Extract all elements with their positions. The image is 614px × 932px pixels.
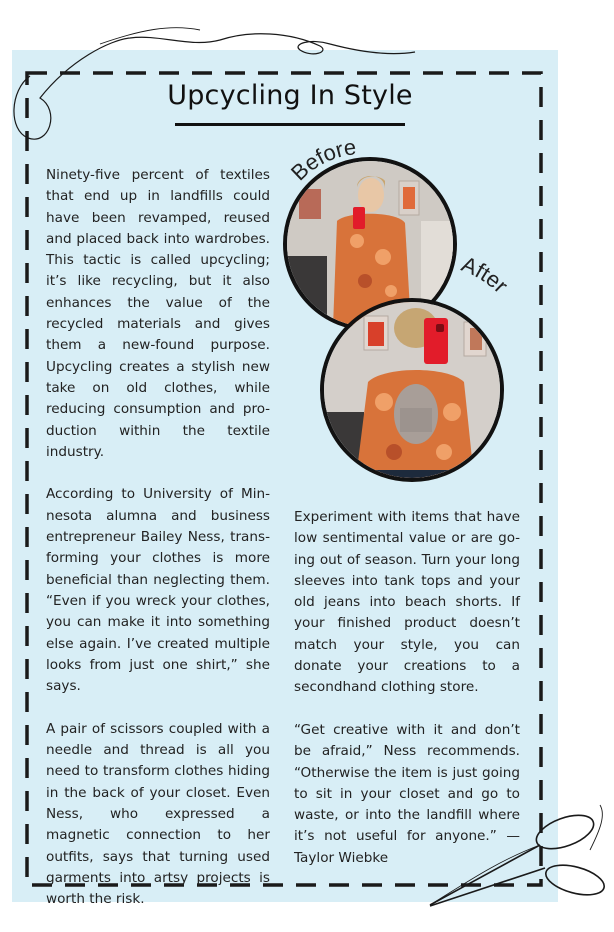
title-underline <box>175 123 405 126</box>
before-label: Before <box>285 134 358 186</box>
after-label: After <box>458 251 514 298</box>
paragraph: Experiment with items that have low sentimental value or are going out of season. Turn your long sleeves into tank tops and your old jeans into beach shorts. If your finished product doesn’t match your style, you can donate your creations to a secondhand clothing store. <box>294 509 520 696</box>
after-photo <box>320 298 504 482</box>
left-column <box>46 165 270 932</box>
article-title: Upcycling In Style <box>167 80 413 111</box>
paragraph: According to University of Minnesota alumna and business entrepreneur Bailey Ness, transforming your clothes is more beneficial than neglecting them. “Even if you wreck your clothes, you can make it into something else again. I’ve created multiple looks from just one shirt,” she says. <box>46 486 270 695</box>
paragraph: A pair of scissors coupled with a needle and thread is all you need to transform clothes hiding in the back of your closet. Even Ness, who expressed a magnetic connection to her outfits, says that turning used garments into artsy projects is worth the risk. <box>46 720 270 908</box>
mirror-selfie-image <box>324 302 500 478</box>
paragraph: Ninety-five percent of textiles that end up in landfills could have been revamped, reused and placed back into wardrobes. This tactic is called upcycling; it’s like recycling, but it also enhances the value of the recycled materials and gives them a new-found purpose. Upcycling creates a stylish new take on old clothes, while reducing consumption and production within the textile industry. <box>46 167 270 460</box>
right-column <box>294 507 520 890</box>
paragraph: “Get creative with it and don’t be afraid,” Ness recommends. “Otherwise the item is just going to sit in your closet and go to waste, or into the landfill where it’s not useful for anyone.” —Taylor Wiebke <box>294 721 520 866</box>
